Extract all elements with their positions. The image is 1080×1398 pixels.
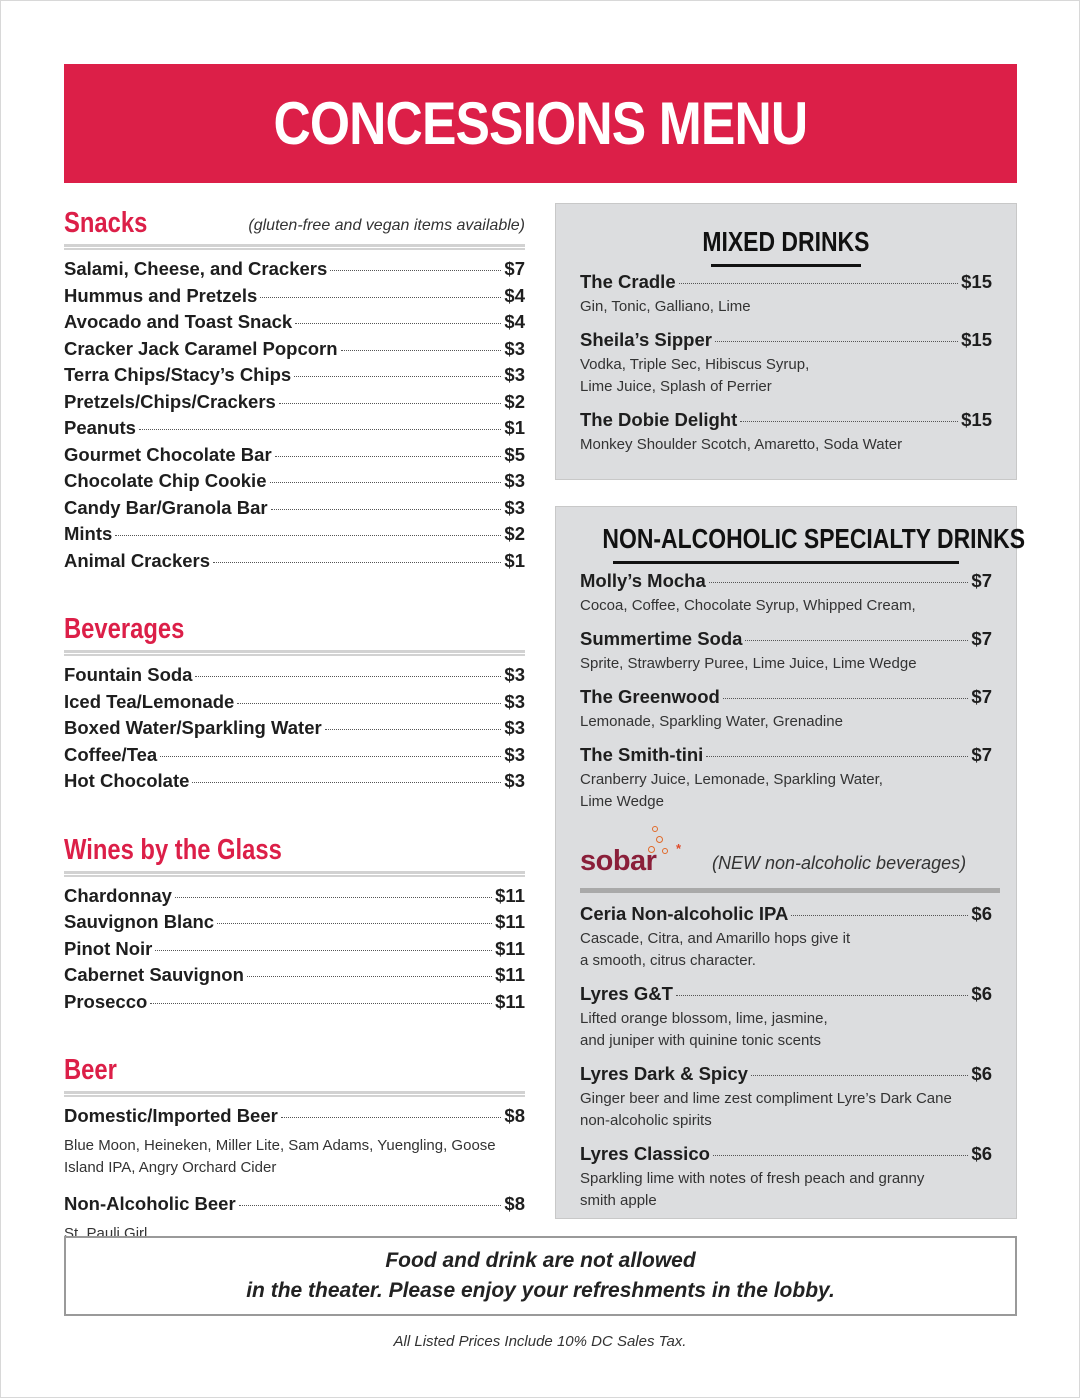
- item-description: and juniper with quinine tonic scents: [580, 1032, 821, 1049]
- menu-item: [64, 497, 525, 524]
- menu-entry: [64, 470, 525, 497]
- non-alcoholic-heading: NON-ALCOHOLIC SPECIALTY DRINKS: [602, 523, 1026, 554]
- sobar-row: [556, 826, 1016, 878]
- menu-item: [580, 1063, 992, 1087]
- item-price: $6: [971, 1143, 992, 1164]
- item-description: Blue Moon, Heineken, Miller Lite, Sam Adams, Yuengling, Goose: [64, 1137, 496, 1154]
- item-name: Molly’s Mocha: [580, 570, 706, 591]
- menu-item: [64, 470, 525, 497]
- item-name: Terra Chips/Stacy’s Chips: [64, 364, 292, 385]
- dot-leader: [791, 915, 968, 916]
- tax-footnote: All Listed Prices Include 10% DC Sales Tax.: [393, 1333, 687, 1350]
- menu-item: [64, 1105, 525, 1135]
- menu-item: [580, 570, 992, 594]
- dot-leader: [295, 323, 501, 324]
- menu-entry: [556, 686, 1016, 732]
- item-description: Lifted orange blossom, lime, jasmine,: [580, 1010, 828, 1027]
- item-price: $7: [971, 686, 992, 707]
- item-price: $1: [504, 549, 525, 571]
- dot-leader: [281, 1117, 502, 1118]
- menu-entry: [64, 417, 525, 444]
- dot-leader: [713, 1155, 969, 1156]
- item-price: $3: [504, 770, 525, 791]
- title-banner: [64, 64, 1017, 183]
- menu-entry: [556, 329, 1016, 397]
- menu-item: [64, 991, 525, 1018]
- item-description: Lemonade, Sparkling Water, Grenadine: [580, 713, 843, 730]
- wines-list: [64, 885, 525, 1018]
- item-description: Sparkling lime with notes of fresh peach and granny: [580, 1170, 925, 1187]
- beer-section: [64, 1045, 525, 1245]
- dot-leader: [213, 562, 501, 563]
- menu-item: [64, 338, 525, 365]
- item-price: $7: [971, 744, 992, 765]
- dot-leader: [745, 640, 968, 641]
- dot-leader: [723, 698, 969, 699]
- item-price: $11: [495, 937, 525, 959]
- menu-item: [580, 271, 992, 295]
- dot-leader: [237, 703, 501, 704]
- item-name: Iced Tea/Lemonade: [64, 690, 235, 712]
- item-name: Chocolate Chip Cookie: [64, 470, 267, 491]
- menu-item: [580, 983, 992, 1007]
- notice-line-2: in the theater. Please enjoy your refreshments in the lobby.: [246, 1279, 835, 1302]
- menu-entry: [556, 903, 1016, 971]
- dot-leader: [271, 509, 502, 510]
- item-description: Cascade, Citra, and Amarillo hops give it: [580, 930, 851, 947]
- dot-leader: [275, 456, 502, 457]
- sobar-list: [556, 903, 1016, 1211]
- dot-leader: [115, 535, 501, 536]
- menu-entry: [64, 1105, 525, 1179]
- menu-item: [64, 285, 525, 312]
- item-price: $5: [504, 443, 525, 465]
- dot-leader: [751, 1075, 968, 1076]
- dot-leader: [270, 482, 502, 483]
- item-description: Cranberry Juice, Lemonade, Sparkling Water,: [580, 771, 883, 788]
- item-price: $1: [504, 417, 525, 438]
- item-price: $4: [504, 284, 525, 306]
- section-divider: [64, 871, 525, 877]
- item-price: $8: [504, 1193, 525, 1214]
- item-description: non-alcoholic spirits: [580, 1112, 712, 1129]
- mixed-drinks-list: [556, 271, 1016, 455]
- section-divider: [64, 244, 525, 250]
- left-column: [64, 198, 525, 1245]
- item-price: $3: [504, 664, 525, 685]
- item-price: $6: [971, 1063, 992, 1084]
- non-alcoholic-panel: [555, 506, 1026, 1219]
- item-name: Candy Bar/Granola Bar: [64, 496, 268, 518]
- dot-leader: [294, 376, 501, 377]
- menu-entry: [64, 938, 525, 965]
- item-name: The Greenwood: [580, 686, 720, 707]
- dot-leader: [715, 341, 958, 342]
- item-description: Sprite, Strawberry Puree, Lime Juice, Lime Wedge: [580, 655, 917, 672]
- beer-heading: Beer: [64, 1054, 117, 1086]
- item-description: Ginger beer and lime zest compliment Lyre’s Dark Cane: [580, 1090, 952, 1107]
- menu-entry: [64, 885, 525, 912]
- item-price: $6: [971, 983, 992, 1004]
- snacks-section: [64, 198, 525, 576]
- menu-entry: [64, 258, 525, 285]
- item-price: $3: [504, 743, 525, 765]
- menu-entry: [64, 770, 525, 797]
- beverages-section: [64, 604, 525, 797]
- menu-entry: [64, 444, 525, 471]
- item-name: Ceria Non-alcoholic IPA: [580, 903, 789, 924]
- dot-leader: [325, 729, 502, 730]
- item-name: The Cradle: [580, 271, 676, 292]
- menu-item: [64, 691, 525, 718]
- item-description: Gin, Tonic, Galliano, Lime: [580, 298, 751, 315]
- dot-leader: [195, 676, 501, 677]
- item-name: Hummus and Pretzels: [64, 284, 258, 306]
- menu-item: [580, 686, 992, 710]
- menu-entry: [64, 285, 525, 312]
- item-price: $2: [504, 390, 525, 412]
- dot-leader: [247, 976, 492, 977]
- menu-entry: [64, 991, 525, 1018]
- menu-item: [64, 964, 525, 991]
- menu-entry: [64, 364, 525, 391]
- bubble-icon: [662, 848, 668, 854]
- menu-entry: [64, 391, 525, 418]
- dot-leader: [740, 421, 958, 422]
- item-description: Monkey Shoulder Scotch, Amaretto, Soda Water: [580, 436, 903, 453]
- item-name: Pinot Noir: [64, 937, 153, 959]
- item-description: Lime Juice, Splash of Perrier: [580, 378, 772, 395]
- page-title: CONCESSIONS MENU: [273, 90, 808, 157]
- item-price: $3: [504, 717, 525, 738]
- menu-item: [580, 329, 992, 353]
- dot-leader: [260, 297, 501, 298]
- sobar-divider: [580, 888, 1000, 893]
- dot-leader: [706, 756, 968, 757]
- item-price: $3: [504, 364, 525, 385]
- item-name: Summertime Soda: [580, 628, 743, 649]
- menu-entry: [64, 523, 525, 550]
- menu-item: [64, 1193, 525, 1223]
- menu-entry: [556, 409, 1016, 455]
- item-name: Lyres Dark & Spicy: [580, 1063, 748, 1084]
- item-name: Mints: [64, 523, 113, 544]
- item-name: Sauvignon Blanc: [64, 911, 215, 932]
- snacks-note: (gluten-free and vegan items available): [248, 217, 525, 234]
- section-divider: [64, 650, 525, 656]
- item-price: $8: [504, 1105, 525, 1126]
- dot-leader: [192, 782, 501, 783]
- menu-item: [64, 885, 525, 912]
- menu-item: [64, 911, 525, 938]
- item-price: $3: [504, 496, 525, 518]
- menu-item: [64, 364, 525, 391]
- menu-item: [64, 417, 525, 444]
- beverages-heading: Beverages: [64, 613, 185, 645]
- item-price: $3: [504, 337, 525, 359]
- non-alcoholic-list: [556, 570, 1016, 812]
- menu-entry: [556, 983, 1016, 1051]
- item-name: Peanuts: [64, 417, 136, 438]
- wines-section: [64, 825, 525, 1018]
- dot-leader: [217, 923, 492, 924]
- menu-entry: [64, 338, 525, 365]
- dot-leader: [341, 350, 502, 351]
- dot-leader: [676, 995, 969, 996]
- item-description: Cocoa, Coffee, Chocolate Syrup, Whipped Cream,: [580, 597, 916, 614]
- menu-item: [64, 550, 525, 577]
- item-name: Coffee/Tea: [64, 743, 158, 765]
- item-description: Vodka, Triple Sec, Hibiscus Syrup,: [580, 356, 810, 373]
- item-name: Hot Chocolate: [64, 770, 190, 791]
- item-price: $7: [971, 628, 992, 649]
- item-name: Chardonnay: [64, 884, 172, 906]
- menu-entry: [556, 1063, 1016, 1131]
- menu-entry: [64, 911, 525, 938]
- menu-item: [64, 391, 525, 418]
- item-name: The Smith-tini: [580, 744, 704, 765]
- sobar-logo-text: sobar: [580, 845, 657, 877]
- menu-entry: [64, 311, 525, 338]
- mixed-drinks-panel: [555, 203, 1017, 480]
- dot-leader: [279, 403, 502, 404]
- item-name: Sheila’s Sipper: [580, 329, 712, 350]
- sobar-logo-star: *: [676, 841, 682, 856]
- menu-item: [64, 258, 525, 285]
- menu-item: [580, 744, 992, 768]
- menu-entry: [64, 497, 525, 524]
- item-name: Domestic/Imported Beer: [64, 1105, 278, 1126]
- mixed-drinks-heading: MIXED DRINKS: [702, 226, 870, 257]
- menu-item: [64, 523, 525, 550]
- theater-notice: [64, 1236, 1017, 1316]
- item-description: Lime Wedge: [580, 793, 664, 810]
- menu-item: [64, 744, 525, 771]
- item-price: $15: [961, 409, 992, 430]
- menu-item: [64, 717, 525, 744]
- heading-underline: [711, 264, 861, 267]
- item-price: $6: [971, 903, 992, 924]
- snacks-heading: Snacks: [64, 207, 148, 239]
- item-name: Prosecco: [64, 990, 148, 1012]
- dot-leader: [330, 270, 501, 271]
- item-name: Avocado and Toast Snack: [64, 311, 293, 332]
- wines-heading: Wines by the Glass: [64, 833, 282, 866]
- menu-entry: [64, 964, 525, 991]
- dot-leader: [175, 897, 492, 898]
- sobar-logo: [580, 826, 690, 878]
- item-price: $3: [504, 470, 525, 491]
- snacks-list: [64, 258, 525, 576]
- item-price: $11: [495, 884, 525, 906]
- item-description: a smooth, citrus character.: [580, 952, 756, 969]
- menu-item: [580, 1143, 992, 1167]
- menu-entry: [64, 550, 525, 577]
- menu-item: [64, 770, 525, 797]
- item-price: $15: [961, 329, 992, 350]
- menu-item: [64, 938, 525, 965]
- menu-entry: [64, 691, 525, 718]
- dot-leader: [679, 283, 959, 284]
- item-name: Pretzels/Chips/Crackers: [64, 390, 276, 412]
- item-name: Lyres G&T: [580, 983, 673, 1004]
- item-name: Cabernet Sauvignon: [64, 964, 244, 985]
- item-price: $11: [495, 911, 525, 932]
- menu-item: [580, 409, 992, 433]
- item-description: St. Pauli Girl: [64, 1225, 148, 1242]
- bubble-icon: [652, 826, 658, 832]
- heading-underline: [613, 561, 959, 564]
- item-name: Animal Crackers: [64, 549, 211, 571]
- menu-entry: [64, 744, 525, 771]
- item-name: Gourmet Chocolate Bar: [64, 443, 272, 465]
- item-price: $11: [495, 964, 525, 985]
- item-price: $11: [495, 990, 525, 1012]
- menu-entry: [64, 664, 525, 691]
- menu-entry: [556, 271, 1016, 317]
- item-description: Island IPA, Angry Orchard Cider: [64, 1159, 277, 1176]
- item-price: $15: [961, 271, 992, 292]
- menu-entry: [556, 570, 1016, 616]
- menu-entry: [556, 1143, 1016, 1211]
- item-name: Lyres Classico: [580, 1143, 710, 1164]
- item-description: smith apple: [580, 1192, 657, 1209]
- item-price: $3: [504, 690, 525, 712]
- menu-entry: [556, 744, 1016, 812]
- dot-leader: [709, 582, 969, 583]
- menu-item: [580, 628, 992, 652]
- item-name: Salami, Cheese, and Crackers: [64, 258, 328, 279]
- item-name: Fountain Soda: [64, 664, 193, 685]
- item-name: Non-Alcoholic Beer: [64, 1193, 236, 1214]
- beverages-list: [64, 664, 525, 797]
- beer-list: [64, 1105, 525, 1245]
- item-name: Cracker Jack Caramel Popcorn: [64, 337, 338, 359]
- section-divider: [64, 1091, 525, 1097]
- menu-item: [64, 311, 525, 338]
- menu-item: [580, 903, 992, 927]
- item-price: $7: [504, 258, 525, 279]
- menu-item: [64, 664, 525, 691]
- menu-entry: [556, 628, 1016, 674]
- dot-leader: [139, 429, 501, 430]
- item-name: The Dobie Delight: [580, 409, 738, 430]
- dot-leader: [239, 1205, 502, 1206]
- item-price: $7: [971, 570, 992, 591]
- item-price: $2: [504, 523, 525, 544]
- dot-leader: [150, 1003, 492, 1004]
- dot-leader: [160, 756, 501, 757]
- notice-line-1: Food and drink are not allowed: [385, 1249, 696, 1272]
- bubble-icon: [656, 836, 663, 843]
- item-name: Boxed Water/Sparkling Water: [64, 717, 322, 738]
- dot-leader: [155, 950, 492, 951]
- menu-entry: [64, 717, 525, 744]
- item-price: $4: [504, 311, 525, 332]
- menu-item: [64, 444, 525, 471]
- sobar-note: (NEW non-alcoholic beverages): [712, 853, 967, 873]
